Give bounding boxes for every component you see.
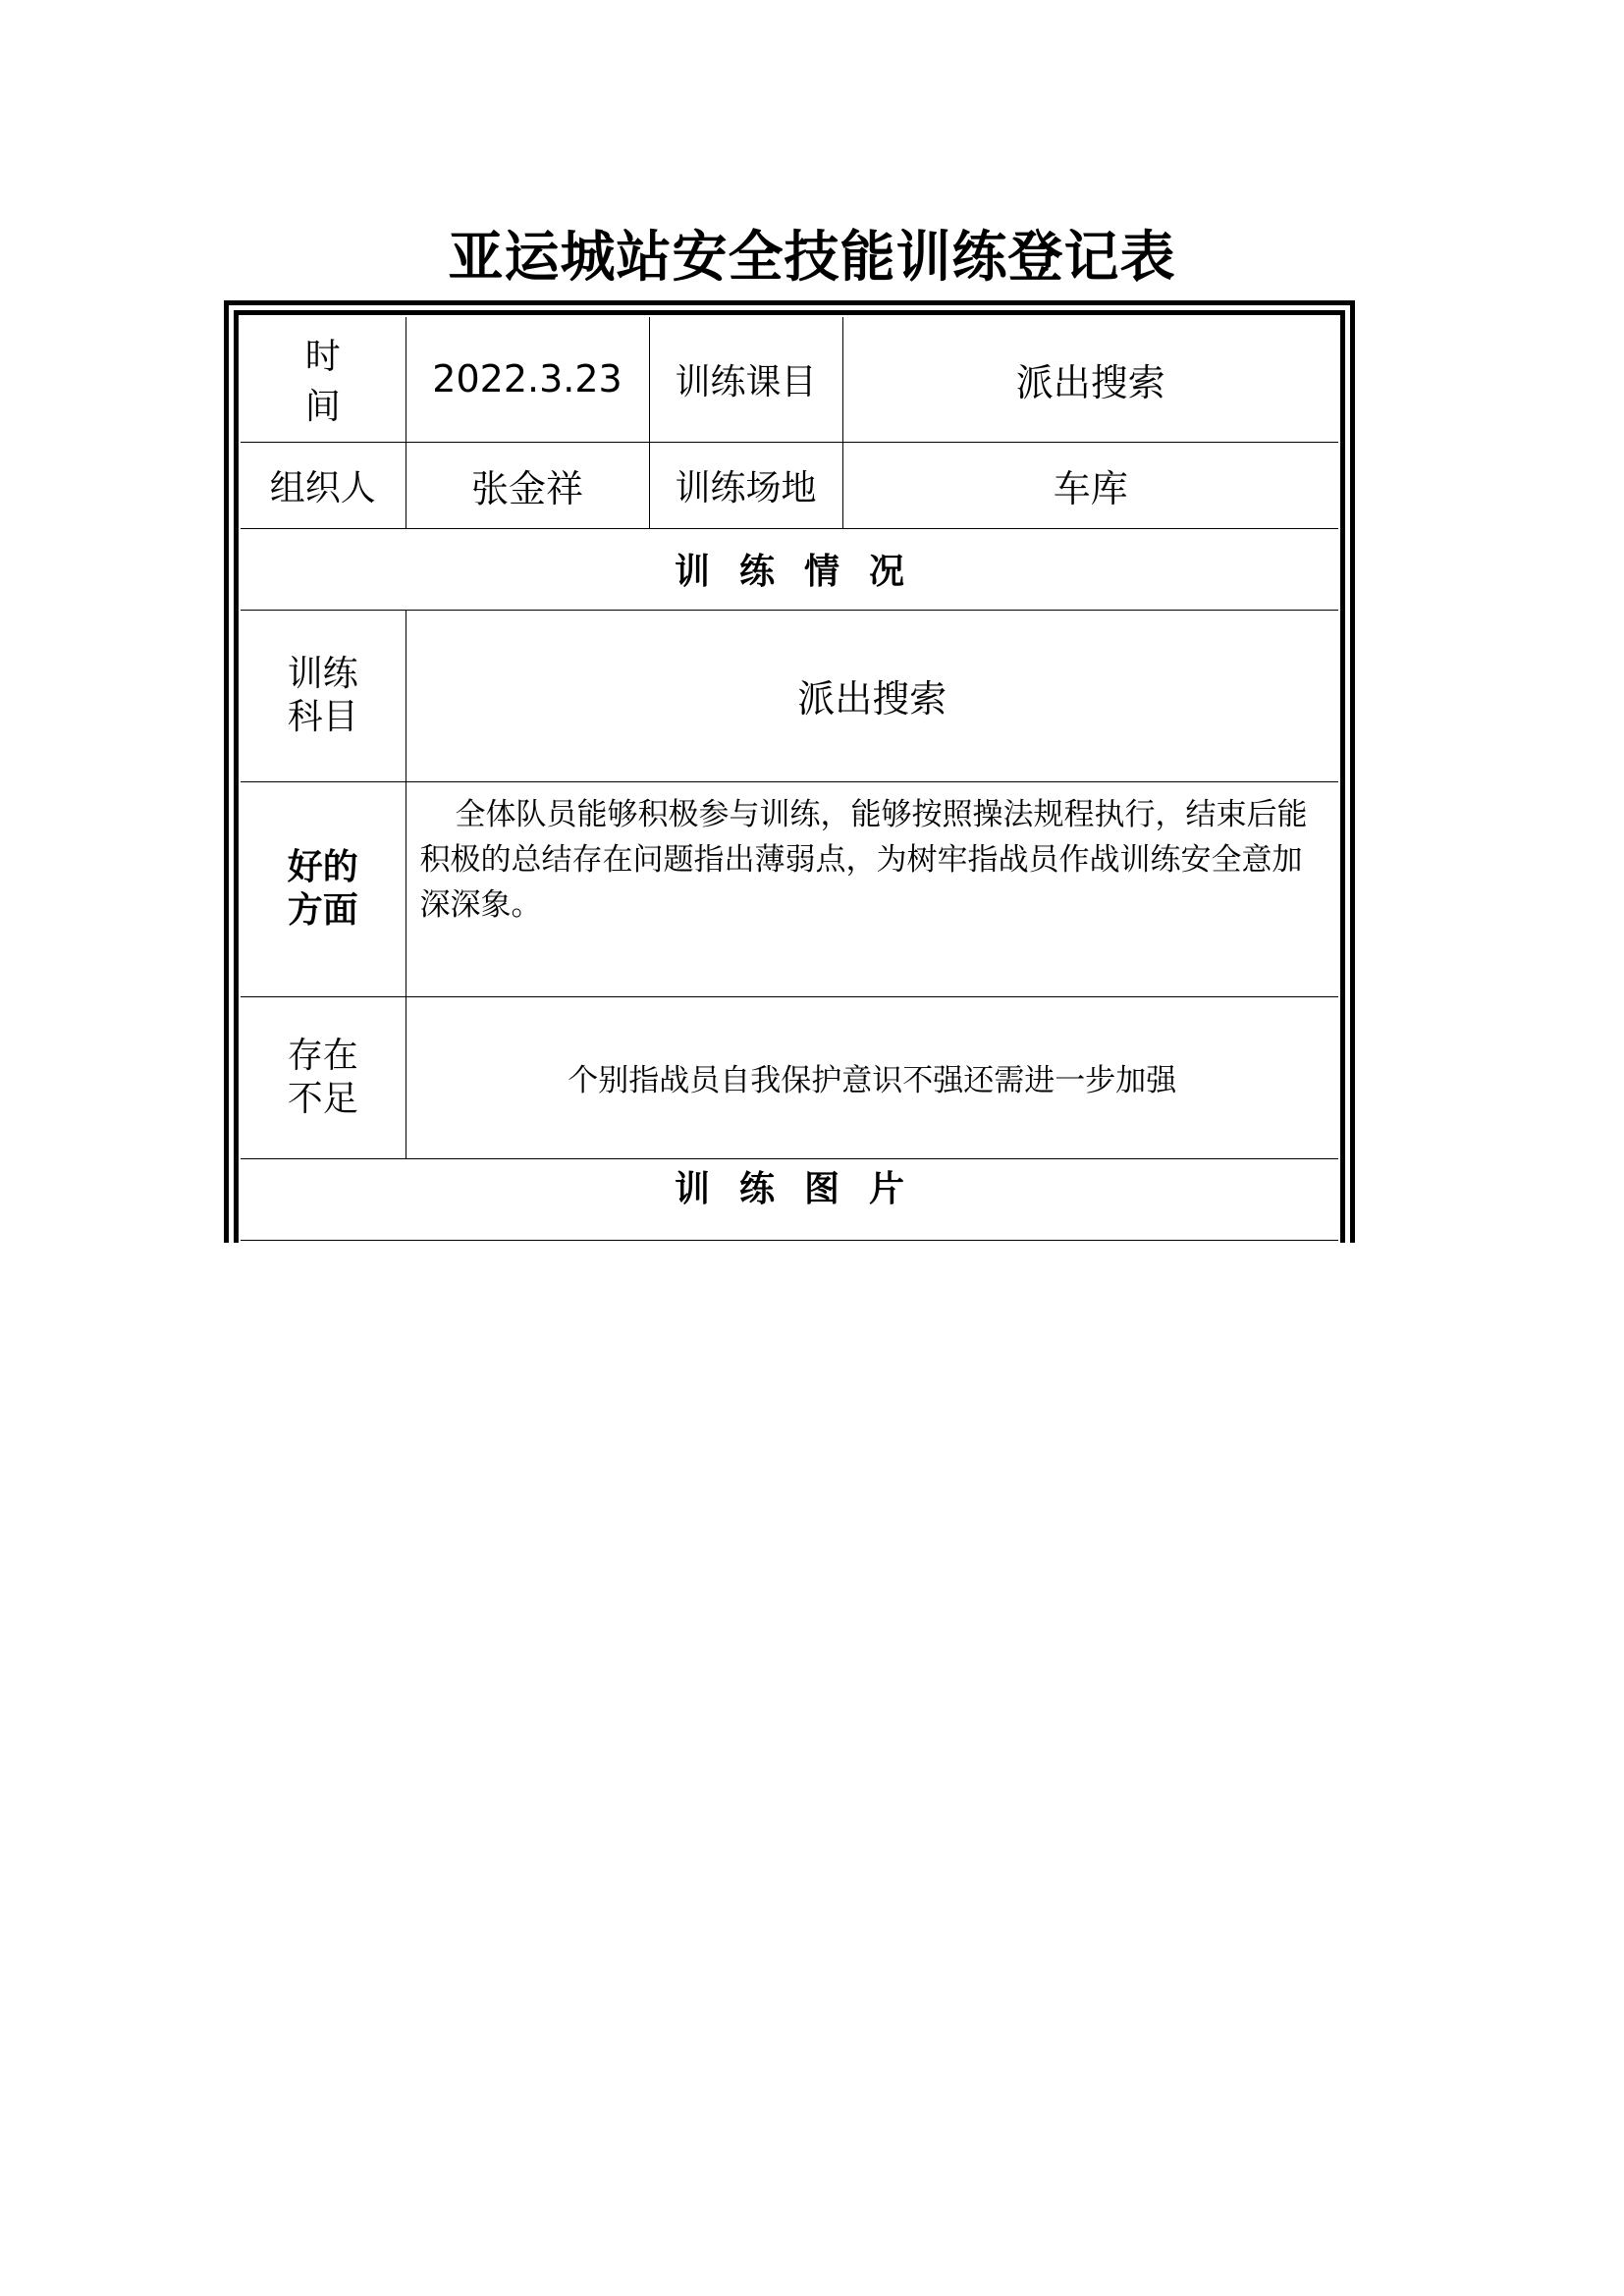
subject-label-line2: 科目	[287, 696, 358, 737]
venue-value: 车库	[842, 442, 1338, 528]
training-record-table	[241, 317, 1338, 1241]
shortcoming-value: 个别指战员自我保护意识不强还需进一步加强	[406, 996, 1338, 1158]
table-row-good	[241, 781, 1338, 996]
course-value: 派出搜索	[842, 317, 1338, 442]
section-heading-situation: 训练情况	[241, 528, 1338, 610]
organizer-label: 组织人	[241, 442, 406, 528]
table-row-section-situation	[241, 528, 1338, 610]
shortcoming-label-line1: 存在	[287, 1035, 358, 1076]
shortcoming-label	[241, 996, 406, 1158]
venue-label: 训练场地	[649, 442, 842, 528]
shortcoming-label-line2: 不足	[287, 1078, 358, 1119]
time-value: 2022.3.23	[406, 317, 649, 442]
section-heading-photos: 训练图片	[241, 1158, 1338, 1240]
subject-value: 派出搜索	[406, 610, 1338, 781]
time-label: 时间	[241, 317, 406, 442]
good-label	[241, 781, 406, 996]
good-label-line1: 好的	[287, 846, 358, 887]
table-row-subject	[241, 610, 1338, 781]
course-label: 训练课目	[649, 317, 842, 442]
table-row-time	[241, 317, 1338, 442]
good-value: 全体队员能够积极参与训练，能够按照操法规程执行，结束后能积极的总结存在问题指出薄弱点，为树牢指战员作战训练安全意加深深象。	[406, 781, 1338, 996]
subject-label-line1: 训练	[287, 653, 358, 694]
organizer-value: 张金祥	[406, 442, 649, 528]
page-title: 亚运城站安全技能训练登记表	[448, 225, 1176, 290]
subject-label	[241, 610, 406, 781]
table-row-shortcoming	[241, 996, 1338, 1158]
table-row-organizer	[241, 442, 1338, 528]
good-label-line2: 方面	[287, 889, 358, 931]
table-row-section-photos	[241, 1158, 1338, 1240]
